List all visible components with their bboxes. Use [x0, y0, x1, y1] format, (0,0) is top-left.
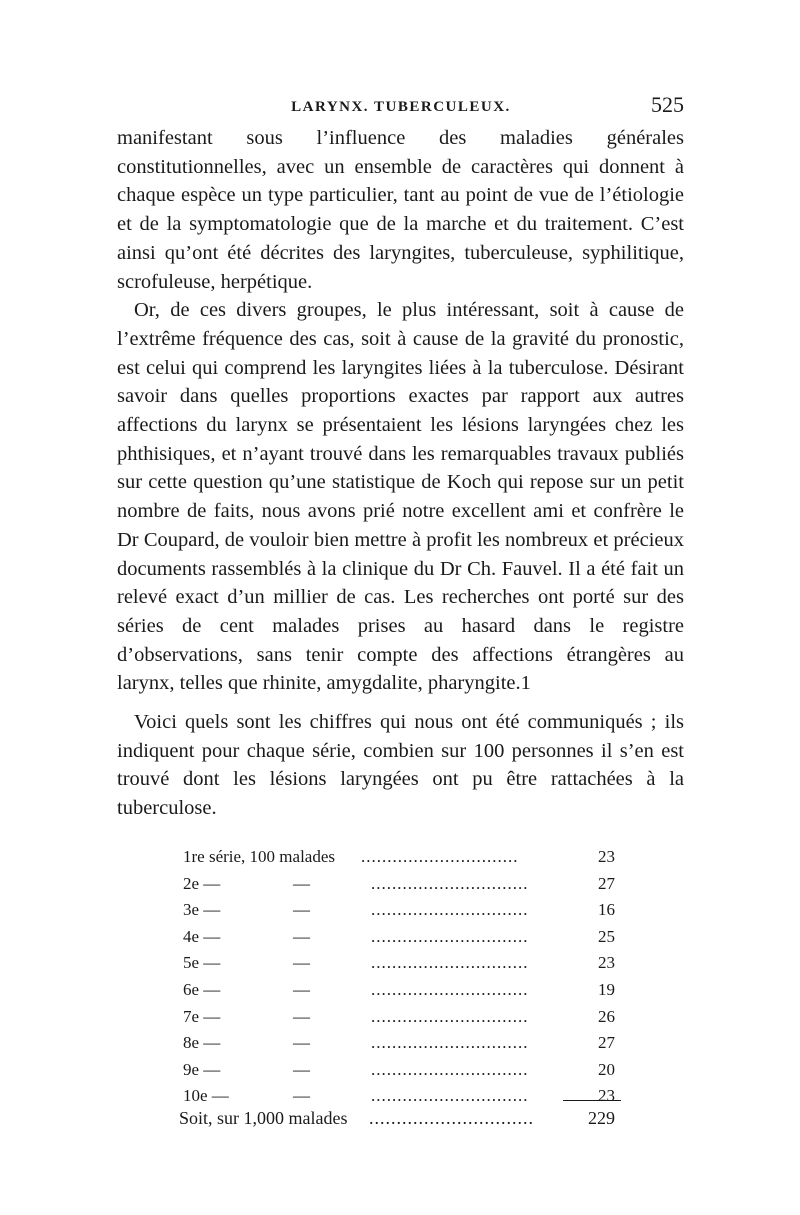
- table-row: [183, 977, 615, 1004]
- leader-dots: ..............................: [369, 1108, 534, 1128]
- serie-value: 23: [598, 1086, 615, 1106]
- table-row: [183, 1057, 615, 1084]
- serie-value: 27: [598, 1033, 615, 1053]
- serie-value: 27: [598, 873, 615, 893]
- serie-value: 23: [598, 953, 615, 973]
- leader-dots: ..............................: [371, 1086, 529, 1106]
- table-row: [183, 924, 615, 951]
- running-head: LARYNX. TUBERCULEUX.: [291, 99, 511, 115]
- page-number: 525: [651, 92, 684, 117]
- paragraph-3: Voici quels sont les chiffres qui nous ont été communiqués ; ils indiquent pour chaque série, combien sur 100 personnes il s’en est trouvé dont les lésions laryngées ont pu être rattachées à la tuberculose.: [117, 711, 684, 820]
- ditto-mark: —: [293, 1033, 310, 1053]
- ditto-mark: —: [293, 873, 310, 893]
- ditto-mark: —: [293, 1086, 310, 1106]
- serie-label: 4e —: [183, 926, 221, 946]
- leader-dots: ..............................: [371, 873, 529, 893]
- leader-dots: ..............................: [361, 847, 519, 866]
- serie-label: 8e —: [183, 1033, 221, 1053]
- total-rule: [563, 1100, 621, 1101]
- serie-label: 5e —: [183, 953, 221, 973]
- leader-dots: ..............................: [371, 1033, 529, 1053]
- leader-dots: ..............................: [371, 979, 529, 999]
- serie-label: 1re série, 100 malades: [183, 847, 335, 866]
- serie-label: 3e —: [183, 900, 221, 920]
- serie-label: 6e —: [183, 979, 221, 999]
- serie-value: 25: [598, 926, 615, 946]
- leader-dots: ..............................: [371, 1059, 529, 1079]
- table-row: [183, 1004, 615, 1031]
- ditto-mark: —: [293, 926, 310, 946]
- page-header: [118, 92, 684, 122]
- leader-dots: ..............................: [371, 953, 529, 973]
- total-label: Soit, sur 1,000 malades: [179, 1108, 348, 1128]
- leader-dots: ..............................: [371, 900, 529, 920]
- body-text: [117, 124, 684, 823]
- serie-value: 16: [598, 900, 615, 920]
- serie-label: 10e —: [183, 1086, 229, 1106]
- ditto-mark: —: [293, 1006, 310, 1026]
- serie-value: 26: [598, 1006, 615, 1026]
- total-value: 229: [588, 1108, 615, 1128]
- ditto-mark: —: [293, 953, 310, 973]
- table-row: [183, 897, 615, 924]
- paragraph-2: Or, de ces divers groupes, le plus intéressant, soit à cause de l’extrême fréquence des cas, soit à cause de la gravité du pronostic, est celui qui comprend les laryngites liées à la tuberculose. Désirant savoir dans quelles proportions exactes par rapport aux autres affections du larynx se présentaient les lésions laryngées chez les phthisiques, et n’ayant trouvé dans les remarquables travaux publiés sur cette question qu’une statistique de Koch qui repose sur un petit nombre de faits, nous avons prié notre excellent ami et confrère le Dr Coupard, de vouloir bien mettre à profit les nombreux et précieux documents rassemblés à la clinique du Dr Ch. Fauvel. Il a été fait un relevé exact d’un millier de cas. Les recherches ont porté sur des séries de cent malades prises au hasard dans le registre d’observations, sans tenir compte des affections étrangères au larynx, telles que rhinite, amygdalite, pharyngite.1: [117, 299, 684, 695]
- paragraph-1: manifestant sous l’influence des maladies générales constitutionnelles, avec un ensemble de caractères qui donnent à chaque espèce un type particulier, tant au point de vue de l’étiologie et de la symptomatologie que de la marche et du traitement. C’est ainsi qu’ont été décrites des laryngites, tuberculeuse, syphilitique, scrofuleuse, herpétique.: [117, 127, 684, 293]
- serie-value: 19: [598, 979, 615, 999]
- ditto-mark: —: [293, 979, 310, 999]
- leader-dots: ..............................: [371, 1006, 529, 1026]
- ditto-mark: —: [293, 900, 310, 920]
- serie-label: 7e —: [183, 1006, 221, 1026]
- leader-dots: ..............................: [371, 926, 529, 946]
- serie-label: 2e —: [183, 873, 221, 893]
- serie-value: 23: [598, 847, 615, 866]
- total-row: [179, 1104, 615, 1132]
- ditto-mark: —: [293, 1059, 310, 1079]
- serie-value: 20: [598, 1059, 615, 1079]
- table-row: [183, 950, 615, 977]
- table-row: [183, 871, 615, 898]
- table-row: [183, 844, 615, 871]
- series-table: [183, 844, 615, 1110]
- serie-label: 9e —: [183, 1059, 221, 1079]
- table-row: [183, 1030, 615, 1057]
